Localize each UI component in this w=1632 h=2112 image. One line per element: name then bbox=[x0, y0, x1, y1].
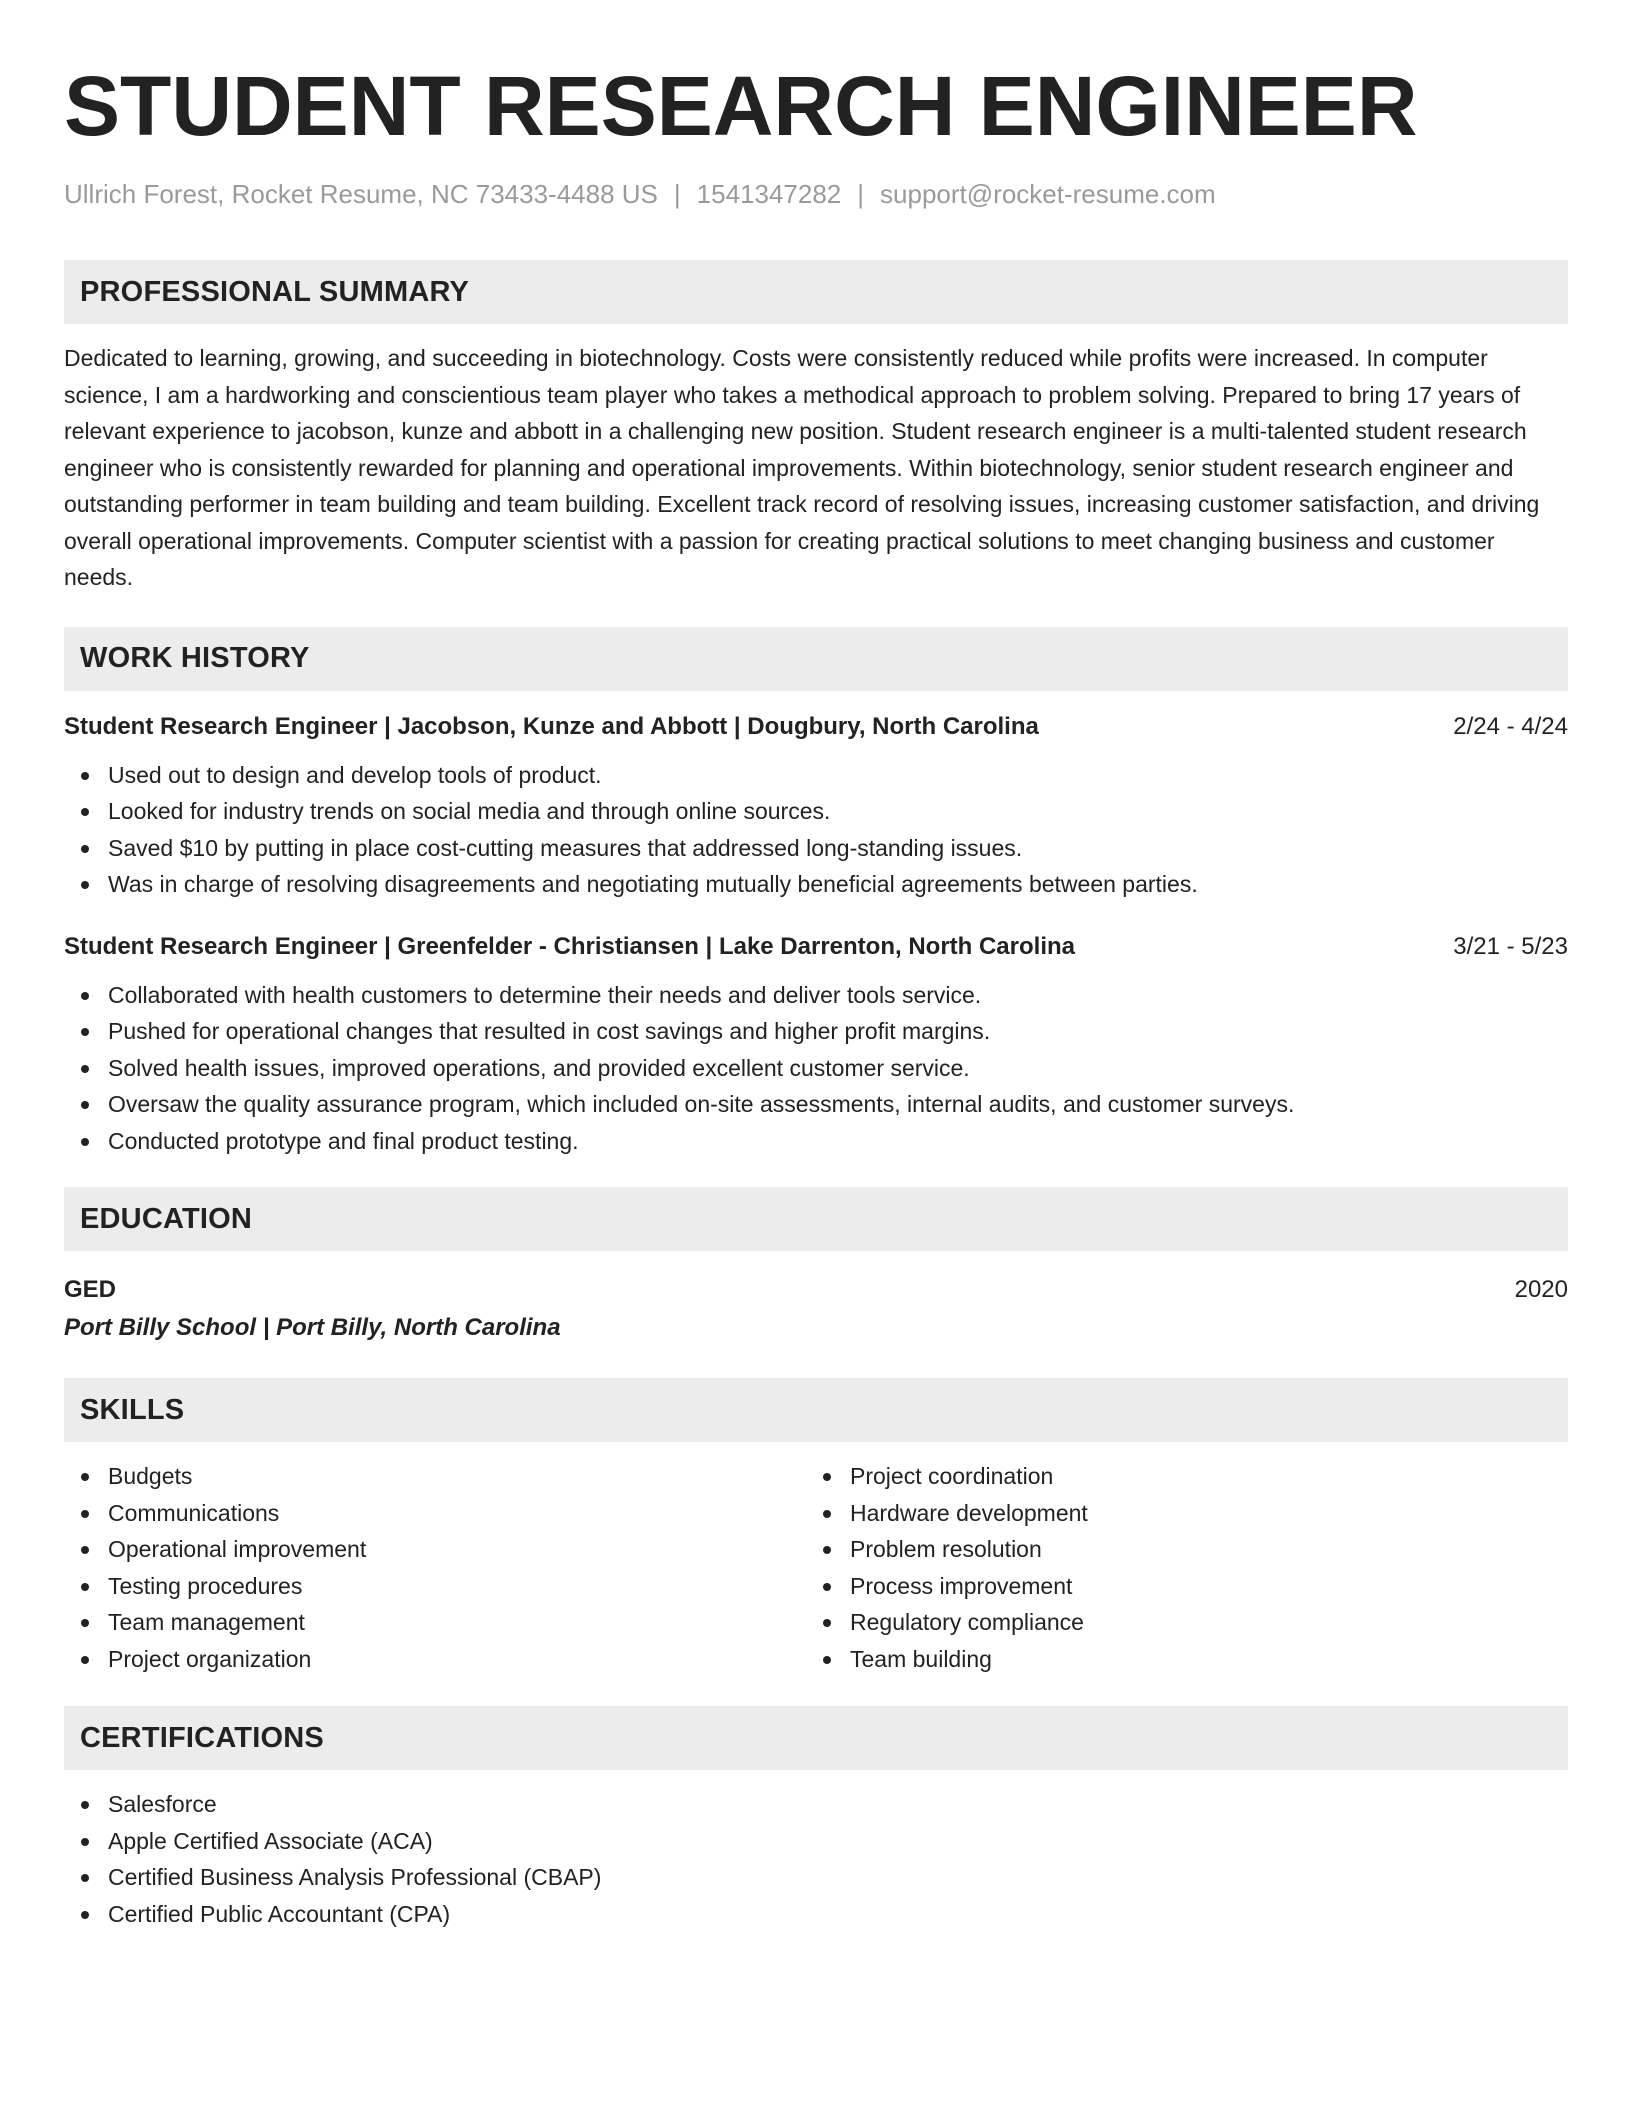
list-item: Regulatory compliance bbox=[806, 1604, 1548, 1641]
job-bullets bbox=[64, 977, 1568, 1160]
list-item: Testing procedures bbox=[64, 1568, 806, 1605]
job-entry bbox=[64, 711, 1568, 903]
education-degree: GED bbox=[64, 1276, 117, 1303]
section-title-summary: PROFESSIONAL SUMMARY bbox=[64, 260, 1568, 324]
list-item: Saved $10 by putting in place cost-cutting measures that addressed long-standing issues. bbox=[64, 830, 1568, 867]
certifications-block bbox=[64, 1786, 1568, 1932]
skills-list-right bbox=[806, 1458, 1548, 1677]
skills-list-left bbox=[64, 1458, 806, 1677]
list-item: Was in charge of resolving disagreements and negotiating mutually beneficial agreements between parties. bbox=[64, 866, 1568, 903]
section-title-certifications: CERTIFICATIONS bbox=[64, 1706, 1568, 1770]
job-entry bbox=[64, 931, 1568, 1160]
list-item: Apple Certified Associate (ACA) bbox=[64, 1823, 1568, 1860]
list-item: Conducted prototype and final product testing. bbox=[64, 1123, 1568, 1160]
contact-email: support@rocket-resume.com bbox=[880, 179, 1216, 209]
list-item: Project organization bbox=[64, 1641, 806, 1678]
list-item: Communications bbox=[64, 1495, 806, 1532]
skills-columns bbox=[64, 1458, 1568, 1677]
education-school: Port Billy School | Port Billy, North Carolina bbox=[64, 1314, 561, 1341]
resume-page bbox=[64, 56, 1568, 1932]
list-item: Certified Business Analysis Professional (CBAP) bbox=[64, 1859, 1568, 1896]
list-item: Team management bbox=[64, 1604, 806, 1641]
list-item: Project coordination bbox=[806, 1458, 1548, 1495]
job-heading: Student Research Engineer | Jacobson, Kunze and Abbott | Dougbury, North Carolina bbox=[64, 712, 1039, 740]
summary-text: Dedicated to learning, growing, and succeeding in biotechnology. Costs were consistently reduced while profits were increased. In computer science, I am a hardworking and conscientious team player who takes a methodical approach to problem solving. Prepared to bring 17 years of relevant experience to jacobson, kunze and abbott in a challenging new position. Student research engineer is a multi-talented student research engineer who is consistently rewarded for planning and operational improvements. Within biotechnology, senior student research engineer and outstanding performer in team building and team building. Excellent track record of resolving issues, increasing customer satisfaction, and driving overall operational improvements. Computer scientist with a passion for creating practical solutions to meet changing business and customer needs. bbox=[64, 345, 1540, 590]
list-item: Certified Public Accountant (CPA) bbox=[64, 1896, 1568, 1933]
list-item: Pushed for operational changes that resulted in cost savings and higher profit margins. bbox=[64, 1013, 1568, 1050]
job-header bbox=[64, 931, 1568, 963]
candidate-name: STUDENT RESEARCH ENGINEER bbox=[64, 59, 1418, 153]
contact-address: Ullrich Forest, Rocket Resume, NC 73433-4488 US bbox=[64, 179, 658, 209]
list-item: Budgets bbox=[64, 1458, 806, 1495]
education-year: 2020 bbox=[1514, 1276, 1568, 1303]
education-entry bbox=[64, 1271, 1568, 1347]
list-item: Used out to design and develop tools of product. bbox=[64, 757, 1568, 794]
education-header bbox=[64, 1271, 1568, 1309]
list-item: Oversaw the quality assurance program, which included on-site assessments, internal audits, and customer surveys. bbox=[64, 1086, 1568, 1123]
list-item: Problem resolution bbox=[806, 1531, 1548, 1568]
job-dates: 2/24 - 4/24 bbox=[1453, 712, 1568, 740]
contact-line bbox=[64, 176, 1568, 212]
contact-separator: | bbox=[673, 179, 681, 209]
section-title-education: EDUCATION bbox=[64, 1187, 1568, 1251]
list-item: Operational improvement bbox=[64, 1531, 806, 1568]
job-dates: 3/21 - 5/23 bbox=[1453, 932, 1568, 960]
list-item: Collaborated with health customers to determine their needs and deliver tools service. bbox=[64, 977, 1568, 1014]
list-item: Hardware development bbox=[806, 1495, 1548, 1532]
job-header bbox=[64, 711, 1568, 743]
section-title-work-history: WORK HISTORY bbox=[64, 627, 1568, 691]
job-heading: Student Research Engineer | Greenfelder - Christiansen | Lake Darrenton, North Carolina bbox=[64, 932, 1075, 960]
contact-separator: | bbox=[857, 179, 865, 209]
list-item: Process improvement bbox=[806, 1568, 1548, 1605]
list-item: Solved health issues, improved operations, and provided excellent customer service. bbox=[64, 1050, 1568, 1087]
contact-phone: 1541347282 bbox=[696, 179, 842, 209]
list-item: Team building bbox=[806, 1641, 1548, 1678]
list-item: Salesforce bbox=[64, 1786, 1568, 1823]
certifications-list bbox=[64, 1786, 1568, 1932]
section-title-skills: SKILLS bbox=[64, 1378, 1568, 1442]
job-bullets bbox=[64, 757, 1568, 903]
list-item: Looked for industry trends on social media and through online sources. bbox=[64, 793, 1568, 830]
